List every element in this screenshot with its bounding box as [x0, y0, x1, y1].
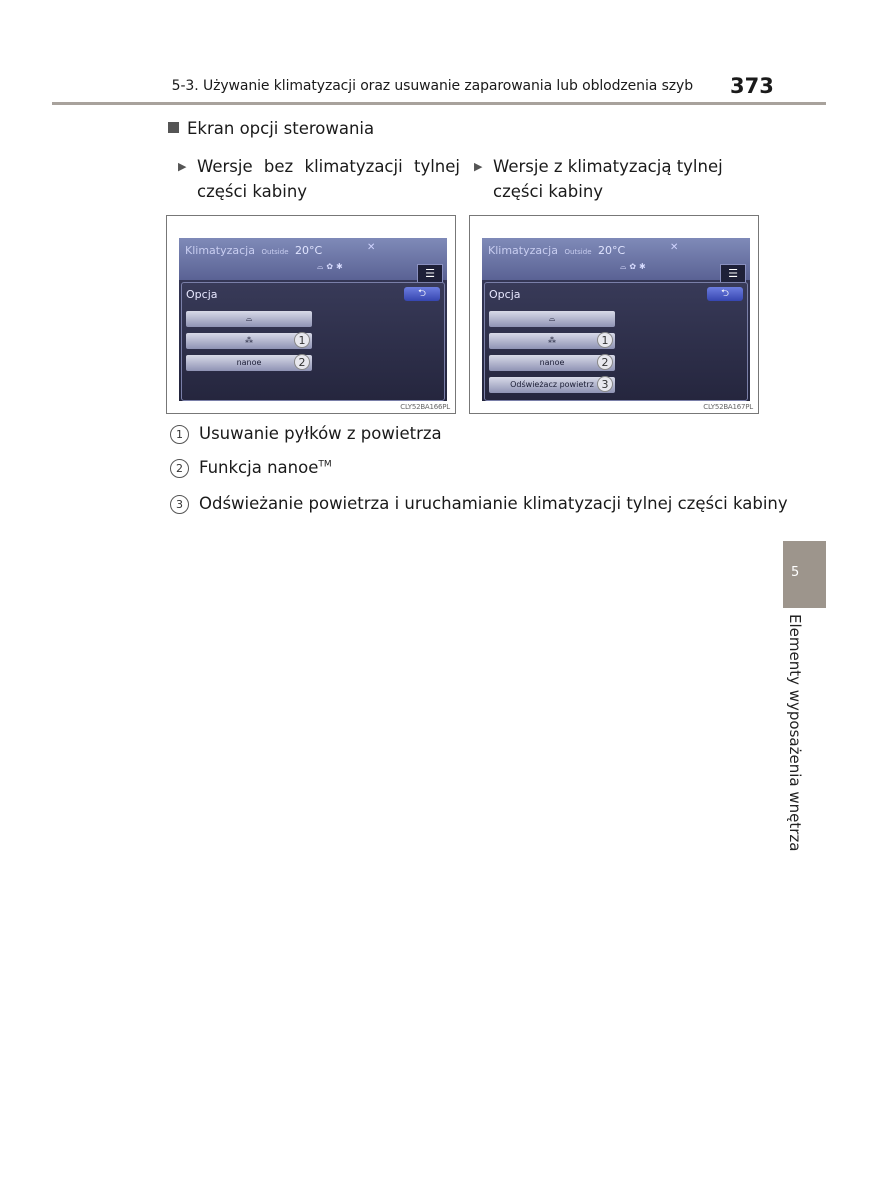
climate-screen-right	[482, 238, 750, 401]
fan-option-button[interactable]: ⌓	[186, 311, 312, 327]
screen-title: Klimatyzacja	[185, 244, 255, 257]
screen-topbar	[179, 238, 447, 280]
fan-option-button[interactable]: ⌓	[489, 311, 615, 327]
screen-topbar	[482, 238, 750, 280]
legend-item-2	[170, 458, 332, 478]
image-code: CLY52BA167PL	[703, 403, 753, 411]
page-number: 373	[730, 74, 774, 98]
variant-left-text: Wersje bez klimatyzacji tylnej części kabiny	[197, 157, 460, 201]
screen-title: Klimatyzacja	[488, 244, 558, 257]
option-panel	[484, 282, 748, 401]
chapter-label: Elementy wyposażenia wnętrza	[786, 614, 804, 852]
legend-text: Funkcja nanoe	[199, 458, 319, 477]
mode-icons: ⌓✿✱	[620, 262, 649, 271]
panel-title: Opcja	[489, 288, 521, 301]
square-bullet-icon	[168, 122, 179, 133]
trademark-sup: TM	[318, 459, 332, 470]
outside-label: Outside	[564, 248, 592, 256]
variant-label-right	[474, 154, 774, 204]
option-panel	[181, 282, 445, 401]
chapter-tab	[783, 541, 826, 608]
air-refresh-button[interactable]: Odświeżacz powietrz	[489, 377, 615, 393]
legend-item-1	[170, 424, 442, 444]
chapter-number: 5	[791, 565, 800, 580]
triangle-bullet-icon: ▶	[474, 160, 483, 173]
variant-label-left	[178, 154, 460, 204]
callout-1: 1	[597, 332, 613, 348]
pollen-removal-button[interactable]: ⁂	[186, 333, 312, 349]
pollen-removal-button[interactable]: ⁂	[489, 333, 615, 349]
image-code: CLY52BA166PL	[400, 403, 450, 411]
callout-2: 2	[597, 354, 613, 370]
outside-temp: 20°C	[598, 244, 626, 257]
callout-3: 3	[597, 376, 613, 392]
legend-number: 3	[170, 495, 189, 514]
screen-image-right	[469, 215, 759, 414]
triangle-bullet-icon: ▶	[178, 160, 187, 173]
fan-status-icon: ✕	[670, 242, 679, 253]
callout-2: 2	[294, 354, 310, 370]
back-button[interactable]: ⮌	[707, 287, 743, 301]
fan-status-icon: ✕	[367, 242, 376, 253]
outside-label: Outside	[261, 248, 289, 256]
running-header: 5-3. Używanie klimatyzacji oraz usuwanie zaparowania lub oblodzenia szyb	[171, 78, 693, 94]
menu-button[interactable]: ☰	[417, 264, 443, 284]
climate-screen-left	[179, 238, 447, 401]
menu-button[interactable]: ☰	[720, 264, 746, 284]
legend-number: 1	[170, 425, 189, 444]
back-button[interactable]: ⮌	[404, 287, 440, 301]
mode-icons: ⌓✿✱	[317, 262, 346, 271]
header-divider	[52, 102, 826, 105]
variant-right-text: Wersje z klimatyzacją tylnej części kabiny	[493, 157, 723, 201]
legend-text: Odświeżanie powietrza i uruchamianie klimatyzacji tylnej części kabiny	[199, 494, 788, 513]
panel-title: Opcja	[186, 288, 218, 301]
callout-1: 1	[294, 332, 310, 348]
outside-temp: 20°C	[295, 244, 323, 257]
section-heading-text: Ekran opcji sterowania	[187, 119, 375, 138]
section-heading	[168, 119, 374, 138]
legend-item-3	[170, 494, 788, 514]
screen-image-left	[166, 215, 456, 414]
legend-number: 2	[170, 459, 189, 478]
nanoe-button[interactable]: nanoe	[489, 355, 615, 371]
legend-text: Usuwanie pyłków z powietrza	[199, 424, 442, 443]
nanoe-button[interactable]: nanoe	[186, 355, 312, 371]
